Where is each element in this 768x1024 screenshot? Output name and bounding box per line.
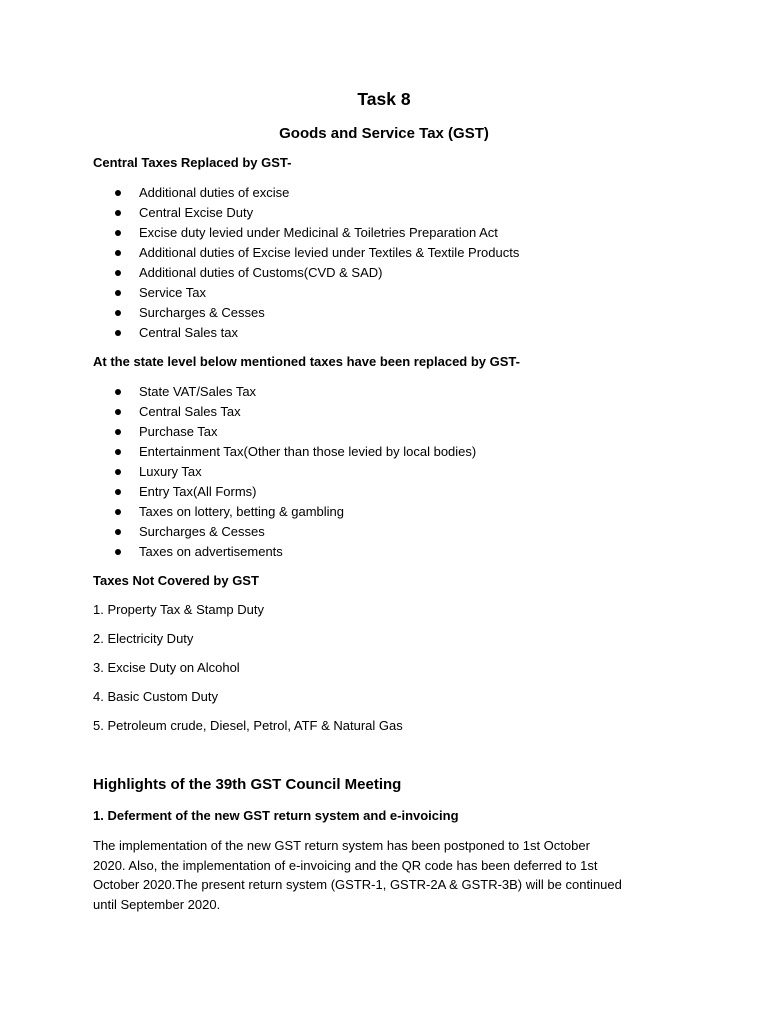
list-item: State VAT/Sales Tax bbox=[93, 382, 476, 402]
highlights-subheading: 1. Deferment of the new GST return system and e-invoicing bbox=[93, 808, 459, 823]
paragraph-line: 2020. Also, the implementation of e-invoicing and the QR code has been deferred to 1st bbox=[93, 857, 598, 873]
list-item: Central Excise Duty bbox=[93, 203, 519, 223]
not-covered-item: 3. Excise Duty on Alcohol bbox=[93, 660, 240, 675]
bullet-icon bbox=[115, 509, 121, 515]
not-covered-item: 1. Property Tax & Stamp Duty bbox=[93, 602, 264, 617]
paragraph-line: until September 2020. bbox=[93, 896, 221, 912]
bullet-icon bbox=[115, 549, 121, 555]
bullet-icon bbox=[115, 230, 121, 236]
highlights-heading: Highlights of the 39th GST Council Meeting bbox=[93, 776, 402, 793]
list-item: Surcharges & Cesses bbox=[93, 522, 476, 542]
central-taxes-list bbox=[93, 183, 519, 343]
bullet-icon bbox=[115, 489, 121, 495]
not-covered-item: 4. Basic Custom Duty bbox=[93, 689, 218, 704]
not-covered-item: 5. Petroleum crude, Diesel, Petrol, ATF & Natural Gas bbox=[93, 718, 403, 733]
list-item: Surcharges & Cesses bbox=[93, 303, 519, 323]
bullet-icon bbox=[115, 449, 121, 455]
bullet-icon bbox=[115, 529, 121, 535]
not-covered-item: 2. Electricity Duty bbox=[93, 631, 194, 646]
bullet-icon bbox=[115, 409, 121, 415]
bullet-icon bbox=[115, 250, 121, 256]
list-item: Central Sales Tax bbox=[93, 402, 476, 422]
list-item: Excise duty levied under Medicinal & Toiletries Preparation Act bbox=[93, 223, 519, 243]
bullet-icon bbox=[115, 190, 121, 196]
bullet-icon bbox=[115, 310, 121, 316]
paragraph-line: The implementation of the new GST return system has been postponed to 1st October bbox=[93, 838, 590, 853]
list-item: Purchase Tax bbox=[93, 422, 476, 442]
list-item: Additional duties of Customs(CVD & SAD) bbox=[93, 263, 519, 283]
list-item: Taxes on advertisements bbox=[93, 542, 476, 562]
list-item: Additional duties of excise bbox=[93, 183, 519, 203]
page-subtitle: Goods and Service Tax (GST) bbox=[279, 125, 489, 142]
list-item: Entertainment Tax(Other than those levied by local bodies) bbox=[93, 442, 476, 462]
paragraph-line: October 2020.The present return system (GSTR-1, GSTR-2A & GSTR-3B) will be continued bbox=[93, 877, 622, 892]
list-item: Service Tax bbox=[93, 283, 519, 303]
list-item: Luxury Tax bbox=[93, 462, 476, 482]
list-item: Additional duties of Excise levied under Textiles & Textile Products bbox=[93, 243, 519, 263]
bullet-icon bbox=[115, 469, 121, 475]
not-covered-heading: Taxes Not Covered by GST bbox=[93, 573, 259, 588]
list-item: Entry Tax(All Forms) bbox=[93, 482, 476, 502]
bullet-icon bbox=[115, 210, 121, 216]
list-item: Taxes on lottery, betting & gambling bbox=[93, 502, 476, 522]
state-taxes-heading: At the state level below mentioned taxes have been replaced by GST- bbox=[93, 354, 520, 369]
bullet-icon bbox=[115, 270, 121, 276]
page-title: Task 8 bbox=[357, 89, 411, 109]
list-item: Central Sales tax bbox=[93, 323, 519, 343]
bullet-icon bbox=[115, 330, 121, 336]
bullet-icon bbox=[115, 290, 121, 296]
state-taxes-list bbox=[93, 382, 476, 562]
highlights-paragraph bbox=[93, 836, 673, 914]
central-taxes-heading: Central Taxes Replaced by GST- bbox=[93, 155, 292, 170]
bullet-icon bbox=[115, 389, 121, 395]
bullet-icon bbox=[115, 429, 121, 435]
